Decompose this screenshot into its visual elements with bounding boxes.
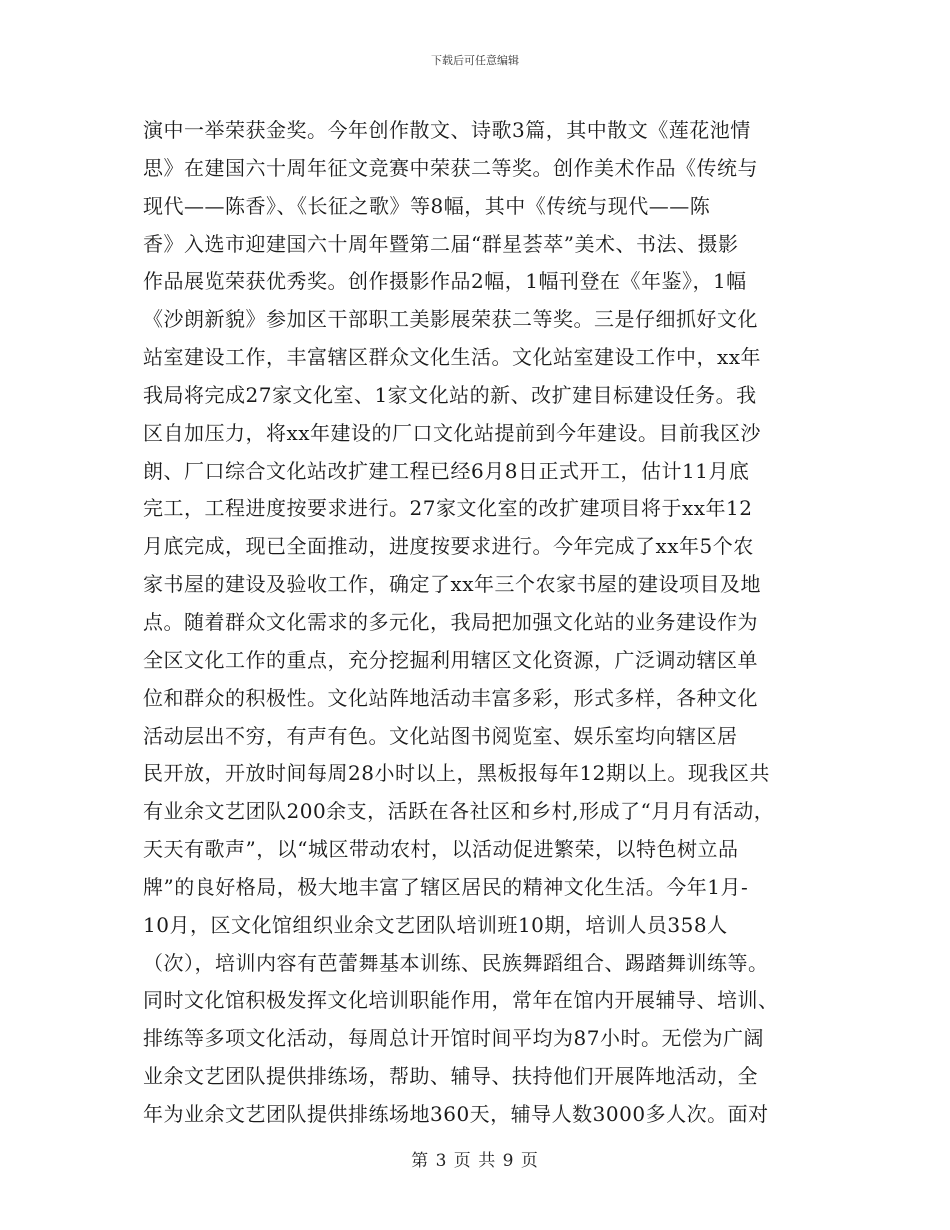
text-line: 区自加压力，将xx年建设的厂口文化站提前到今年建设。目前我区沙 (143, 420, 762, 445)
text-line: 民开放，开放时间每周28小时以上，黑板报每年12期以上。现我区共 (143, 761, 770, 786)
text-line: 现代——陈香》、《长征之歌》等8幅，其中《传统与现代——陈 (143, 193, 711, 218)
text-line: 站室建设工作，丰富辖区群众文化生活。文化站室建设工作中，xx年 (143, 345, 762, 370)
document-body (143, 112, 811, 1134)
text-line: 位和群众的积极性。文化站阵地活动丰富多彩，形式多样，各种文化 (143, 685, 758, 710)
header-note: 下载后可任意编辑 (431, 54, 519, 67)
text-line: 思》在建国六十周年征文竞赛中荣获二等奖。创作美术作品《传统与 (143, 155, 758, 180)
text-line: 活动层出不穷，有声有色。文化站图书阅览室、娱乐室均向辖区居 (143, 723, 738, 748)
text-line: 业余文艺团队提供排练场，帮助、辅导、扶持他们开展阵地活动，全 (143, 1064, 758, 1089)
page-number: 第 3 页 共 9 页 (411, 1151, 539, 1171)
text-line: 朗、厂口综合文化站改扩建工程已经6月8日正式开工，估计11月底 (143, 458, 750, 483)
text-line: 同时文化馆积极发挥文化培训职能作用，常年在馆内开展辅导、培训、 (143, 988, 779, 1013)
text-line: 牌”的良好格局，极大地丰富了辖区居民的精神文化生活。今年1月- (143, 874, 749, 899)
text-line: 排练等多项文化活动，每周总计开馆时间平均为87小时。无偿为广阔 (143, 1026, 764, 1051)
text-line: 香》入选市迎建国六十周年暨第二届“群星荟萃”美术、书法、摄影 (143, 231, 739, 256)
text-line: 天天有歌声”，以“城区带动农村，以活动促进繁荣，以特色树立品 (143, 837, 739, 862)
text-line: 全区文化工作的重点，充分挖掘利用辖区文化资源，广泛调动辖区单 (143, 647, 758, 672)
text-line: 完工，工程进度按要求进行。27家文化室的改扩建项目将于xx年12 (143, 496, 753, 521)
text-line: 我局将完成27家文化室、1家文化站的新、改扩建目标建设任务。我 (143, 382, 757, 407)
text-line: 《沙朗新貌》参加区干部职工美影展荣获二等奖。三是仔细抓好文化 (143, 307, 758, 332)
text-line: 年为业余文艺团队提供排练场地360天，辅导人数3000多人次。面对 (143, 1101, 769, 1126)
text-line: 有业余文艺团队200余支，活跃在各社区和乡村,形成了“月月有活动， (143, 799, 775, 824)
text-line: 10月，区文化馆组织业余文艺团队培训班10期，培训人员358人 (143, 912, 728, 937)
text-line: （次），培训内容有芭蕾舞基本训练、民族舞蹈组合、踢踏舞训练等。 (143, 950, 769, 975)
text-line: 月底完成，现已全面推动，进度按要求进行。今年完成了xx年5个农 (143, 534, 754, 559)
text-line: 作品展览荣获优秀奖。创作摄影作品2幅，1幅刊登在《年鉴》，1幅 (143, 269, 747, 294)
text-line: 点。随着群众文化需求的多元化，我局把加强文化站的业务建设作为 (143, 609, 758, 634)
text-line: 家书屋的建设及验收工作，确定了xx年三个农家书屋的建设项目及地 (143, 572, 762, 597)
text-line: 演中一举荣获金奖。今年创作散文、诗歌3篇，其中散文《莲花池情 (143, 118, 751, 142)
